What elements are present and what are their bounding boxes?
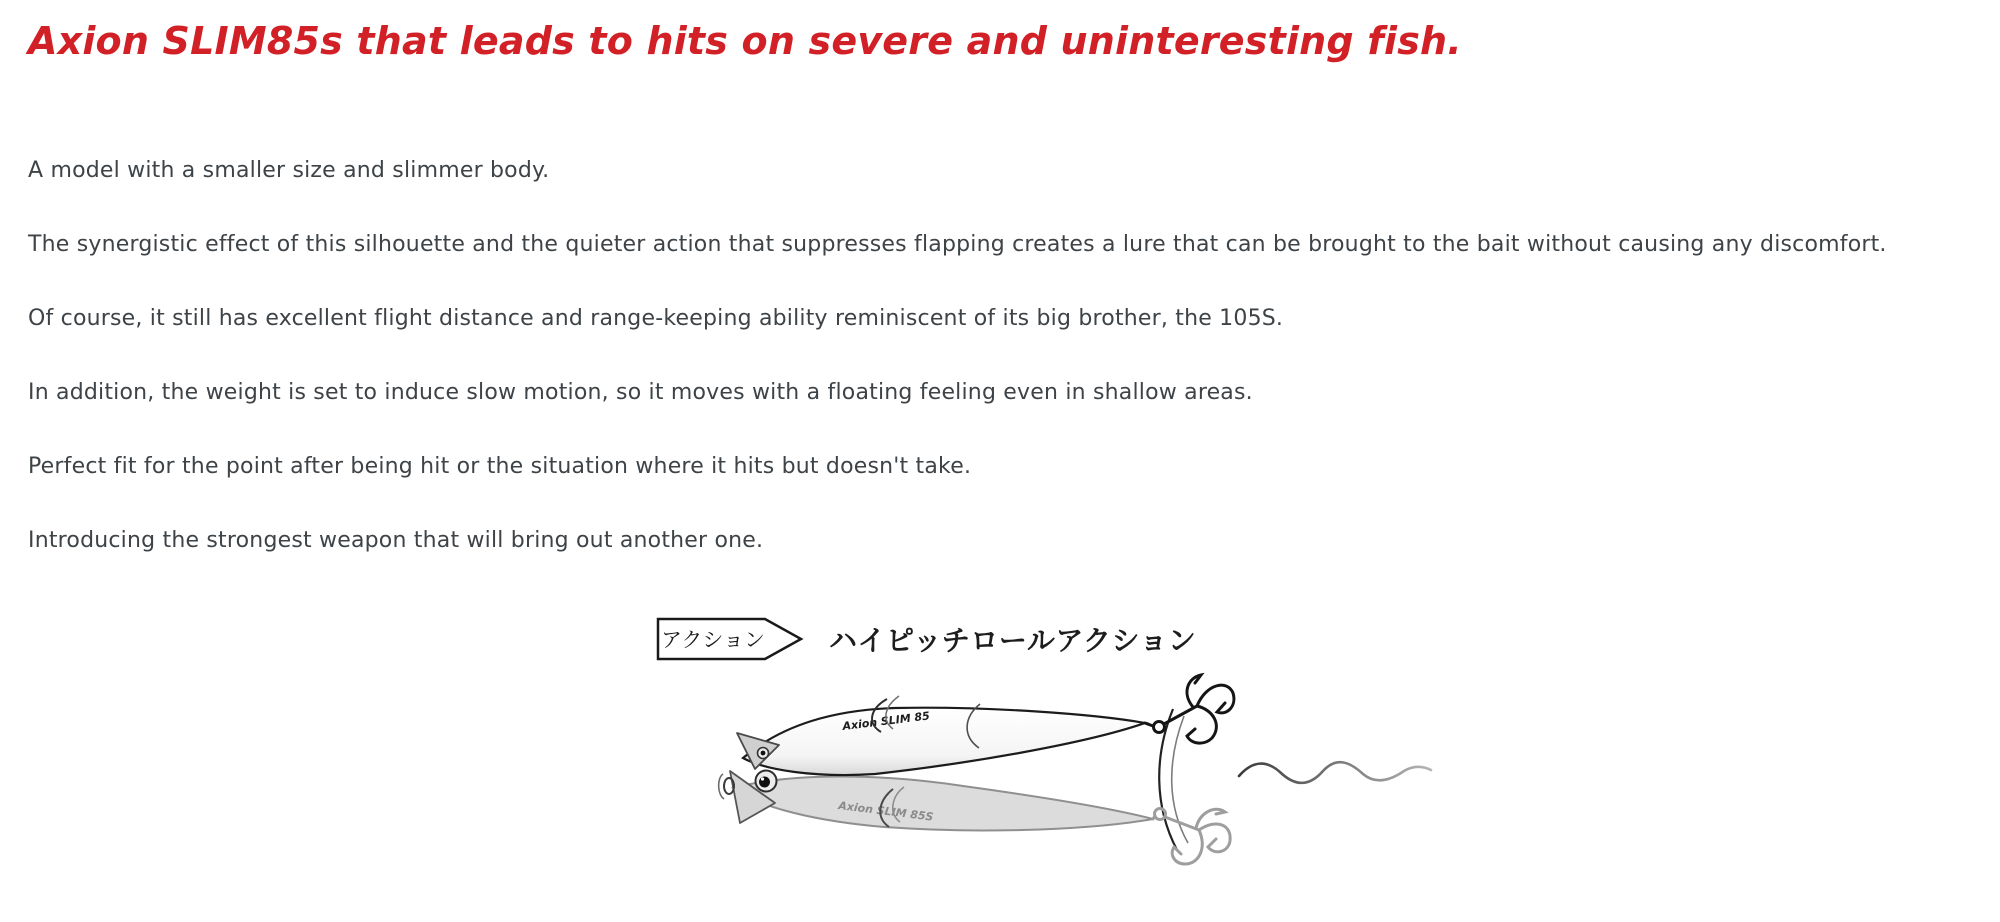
upper-lure-body	[743, 707, 1145, 774]
action-row	[655, 616, 1972, 662]
treble-hook-faded	[1153, 808, 1230, 864]
description-paragraph-1: A model with a smaller size and slimmer body.	[28, 157, 550, 183]
description-paragraph-6: Introducing the strongest weapon that will bring out another one.	[28, 527, 764, 553]
description-paragraph-2: The synergistic effect of this silhouette and the quieter action that suppresses flapping creates a lure that can be brought to the bait without causing any discomfort.	[28, 231, 1887, 257]
lower-lure-body	[733, 776, 1153, 830]
action-badge-label: アクション	[661, 627, 765, 652]
lower-lure-label: Axion SLIM 85S	[837, 798, 935, 824]
description-paragraph-5: Perfect fit for the point after being hit or the situation where it hits but doesn't take.	[28, 453, 972, 479]
action-value-label: ハイピッチロールアクション	[829, 623, 1197, 657]
treble-hook-dark	[1145, 675, 1234, 743]
description-paragraph-3: Of course, it still has excellent flight distance and range-keeping ability reminiscent of its big brother, the 105S.	[28, 305, 1284, 331]
lure-rolling-action-illustration	[703, 666, 1443, 899]
lure-head-details	[719, 733, 779, 823]
upper-lure-label: Axion SLIM 85	[841, 708, 931, 733]
page-title: Axion SLIM85s that leads to hits on severe and uninteresting fish.	[28, 19, 1462, 63]
swim-wave-line	[1239, 762, 1431, 783]
action-badge	[655, 616, 805, 662]
description-paragraph-4: In addition, the weight is set to induce slow motion, so it moves with a floating feeling even in shallow areas.	[28, 379, 1253, 405]
